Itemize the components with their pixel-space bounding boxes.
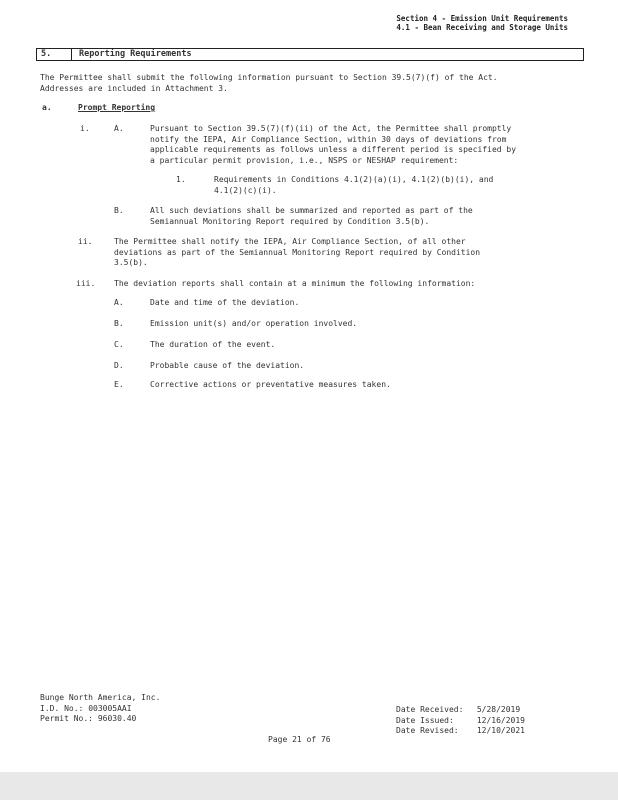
iii-list-letter-c: C. (114, 340, 124, 349)
item-ii-text (114, 237, 480, 269)
footer-id-row (40, 704, 160, 715)
item-i-a-line-1: Pursuant to Section 39.5(7)(f)(ii) of the Act, the Permittee shall promptly (150, 124, 512, 133)
header-line-1: Section 4 - Emission Unit Requirements (396, 14, 568, 23)
iii-list-text-c: The duration of the event. (150, 340, 276, 349)
iii-list-letter-e: E. (114, 380, 124, 389)
header-line-2: 4.1 - Bean Receiving and Storage Units (396, 23, 568, 32)
iii-list-text-d: Probable cause of the deviation. (150, 361, 305, 370)
sub-a-label: a. (42, 103, 52, 112)
footer-left-block (40, 693, 160, 725)
item-i-a-paragraph (150, 124, 516, 166)
footer-received-row (396, 705, 525, 716)
item-i-b-line-1: All such deviations shall be summarized and reported as part of the (150, 206, 473, 215)
item-i-a-1-text (214, 175, 493, 196)
intro-line-2: Addresses are included in Attachment 3. (40, 83, 228, 93)
item-i-a-1-line-1: Requirements in Conditions 4.1(2)(a)(i), 4.1(2)(b)(i), and (214, 175, 494, 184)
item-i-a-1-line-2: 4.1(2)(c)(i). (214, 185, 277, 195)
footer-page-number: Page 21 of 76 (268, 735, 331, 744)
iii-list-letter-d: D. (114, 361, 124, 370)
footer-revised-row (396, 726, 525, 737)
section-number: 5. (41, 49, 52, 59)
footer-revised-value: 12/10/2021 (476, 726, 525, 735)
footer-permit-value: 96030.40 (97, 714, 137, 723)
item-iii-intro: The deviation reports shall contain at a minimum the following information: (114, 279, 476, 288)
item-i-a-line-3: applicable requirements as follows unless a different period is specified by (150, 145, 517, 154)
iii-list-text-b: Emission unit(s) and/or operation involved. (150, 319, 358, 328)
footer-id-value: 003005AAI (88, 703, 132, 713)
item-i-a-letter: A. (114, 124, 124, 133)
footer-received-value: 5/28/2019 (476, 705, 521, 714)
viewer-background (0, 772, 618, 800)
item-iii-roman: iii. (76, 279, 96, 288)
item-i-a-line-4: a particular permit provision, i.e., NSPS or NESHAP requirement: (150, 155, 459, 165)
footer-company: Bunge North America, Inc. (40, 693, 161, 702)
page-header (396, 14, 568, 32)
iii-list-letter-a: A. (114, 298, 124, 307)
iii-list-text-a: Date and time of the deviation. (150, 298, 300, 307)
section-heading-box (36, 48, 584, 61)
intro-paragraph (40, 73, 498, 94)
item-i-a-line-2: notify the IEPA, Air Compliance Section, within 30 days of deviations from (150, 134, 507, 144)
item-i-a-1-num: 1. (176, 175, 186, 184)
item-i-roman: i. (80, 124, 90, 133)
iii-list-text-e: Corrective actions or preventative measures taken. (150, 380, 391, 389)
section-divider (71, 49, 72, 60)
footer-id-label: I.D. No.: (40, 703, 84, 713)
item-ii-line-2: deviations as part of the Semiannual Monitoring Report required by Condition (114, 247, 481, 257)
item-ii-line-1: The Permittee shall notify the IEPA, Air Compliance Section, of all other (114, 237, 466, 246)
intro-line-1: The Permittee shall submit the following information pursuant to Section 39.5(7)(f) of the Act. (40, 73, 498, 82)
footer-issued-value: 12/16/2019 (476, 715, 525, 725)
item-ii-line-3: 3.5(b). (114, 258, 148, 267)
footer-permit-label: Permit No.: (40, 714, 93, 723)
item-ii-roman: ii. (78, 237, 93, 246)
iii-list-letter-b: B. (114, 319, 124, 328)
item-i-b-letter: B. (114, 206, 124, 215)
footer-right-block (396, 705, 525, 737)
footer-issued-label: Date Issued: (396, 715, 454, 725)
footer-received-label: Date Received: (396, 705, 464, 714)
footer-permit-row (40, 714, 160, 725)
item-i-b-line-2: Semiannual Monitoring Report required by Condition 3.5(b). (150, 216, 430, 226)
item-i-b-text (150, 206, 473, 227)
footer-issued-row (396, 716, 525, 727)
section-title: Reporting Requirements (79, 49, 192, 59)
sub-a-title: Prompt Reporting (78, 103, 156, 112)
footer-revised-label: Date Revised: (396, 726, 459, 735)
